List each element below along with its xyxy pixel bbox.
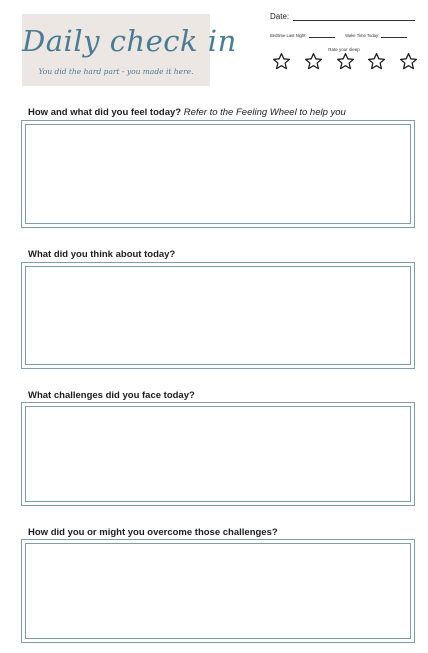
header-card xyxy=(22,14,237,86)
question-thoughts xyxy=(28,249,175,260)
answer-box-challenges[interactable] xyxy=(21,402,415,506)
answer-box-thoughts[interactable] xyxy=(21,262,415,369)
bedtime-label: Bedtime Last Night: xyxy=(270,33,307,38)
bedtime-field[interactable] xyxy=(309,37,335,38)
question-hint: Refer to the Feeling Wheel to help you xyxy=(183,107,346,118)
question-label: What did you think about today? xyxy=(28,249,176,260)
wake-time-field[interactable] xyxy=(381,37,407,38)
page-title: Daily check in xyxy=(22,24,237,58)
star-outline-icon[interactable] xyxy=(272,52,291,71)
question-overcome xyxy=(28,527,278,538)
sleep-times-row xyxy=(270,33,407,38)
answer-box-feelings[interactable] xyxy=(21,120,415,228)
date-field[interactable] xyxy=(293,20,415,21)
question-label: What challenges did you face today? xyxy=(28,390,195,401)
date-row xyxy=(270,12,415,21)
question-label: How did you or might you overcome those challenges? xyxy=(28,527,278,538)
question-feelings xyxy=(28,107,346,118)
sleep-rating-stars xyxy=(272,52,418,71)
wake-time-label: Wake Time Today: xyxy=(345,33,380,38)
star-outline-icon[interactable] xyxy=(336,52,355,71)
star-outline-icon[interactable] xyxy=(367,52,386,71)
answer-box-overcome[interactable] xyxy=(21,539,415,643)
rate-sleep-label: Rate your sleep xyxy=(328,47,360,52)
question-challenges xyxy=(28,390,195,401)
question-label: How and what did you feel today? xyxy=(28,107,182,118)
page-subtitle: You did the hard part - you made it here. xyxy=(38,67,194,76)
star-outline-icon[interactable] xyxy=(304,52,323,71)
date-label: Date: xyxy=(270,12,290,21)
star-outline-icon[interactable] xyxy=(399,52,418,71)
